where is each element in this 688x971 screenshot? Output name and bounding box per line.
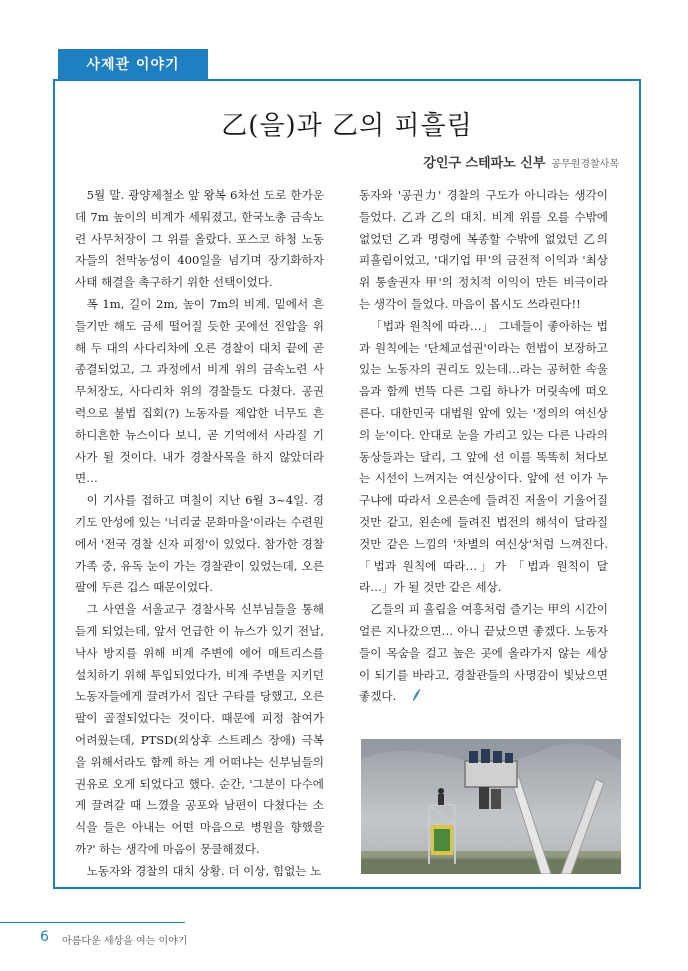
paragraph: 「법과 원칙에 따라…」 그네들이 좋아하는 법과 원칙에는 '단체교섭권'이라는 헌법이 보장하고 있는 노동자의 권리도 있는데…라는 공허한 속울음과 함께 번뜩 다른 그림 하나가 머릿속에 떠오른다. 대한민국 대법원 앞에 있는 '정의의 여신상의 눈'이다. 안대로 눈을 가리고 있는 다른 나라의 동상들과는 달리, 그 앞에 선 이를 똑똑히 쳐다보는 시선이 느껴지는 여신상이다. 앞에 선 이가 누구냐에 따라서 오른손에 들려진 저울이 기울어질 것만 같고, 왼손에 들려진 법전의 해석이 달라질 것만 같은 느낌의 '차별의 여신상'처럼 느껴진다. 「법과 원칙에 따라…」가 「법과 원칙이 달라…」가 될 것만 같은 세상. [359, 318, 608, 595]
paragraph: 동자와 '공권力' 경찰의 구도가 아니라는 생각이 들었다. 乙과 乙의 대치. 비계 위를 오를 수밖에 없었던 乙과 명령에 복종할 수밖에 없었던 乙의 피흘림이었고, '대기업 甲'의 금전적 이익과 '최상위 통솔권자 甲'의 정치적 이익이 만든 비극이라는 생각이 들었다. 마음이 몹시도 쓰라린다!! [359, 188, 608, 311]
footer-rule [0, 922, 185, 923]
left-column [75, 185, 324, 883]
article-title: 乙(을)과 乙의 피흘림 [221, 111, 473, 141]
right-column [359, 185, 608, 708]
page-number: 6 [40, 929, 49, 945]
author-name: 강인구 스테파노 신부 [423, 156, 546, 171]
paragraph-text: 乙들의 피 흘림을 여흥처럼 즐기는 甲의 시간이 얼른 지나갔으면… 아니 끝났으면 좋겠다. 노동자들이 목숨을 걸고 높은 곳에 올라가지 않는 세상이 되기를 바라고, 경찰관들의 사명감이 빛났으면 좋겠다. [359, 602, 608, 704]
paragraph: 폭 1m, 길이 2m, 높이 7m의 비계. 밑에서 흔들기만 해도 금세 떨어질 듯한 곳에선 진압을 위해 두 대의 사다리차에 오른 경찰이 대치 끝에 곧 종결되었고, 그 과정에서 비계 위의 금속노련 사무처장도, 사다리차 위의 경찰들도 다쳤다. 공권력으로 불법 집회(?) 노동자를 제압한 너무도 흔하디흔한 뉴스이다 보니, 곧 기억에서 사라질 기사가 될 것이다. 내가 경찰사목을 하지 않았더라면… [75, 296, 324, 486]
paragraph: 그 사연을 서울교구 경찰사목 신부님들을 통해 듣게 되었는데, 앞서 언급한 이 뉴스가 있기 전날, 낙사 방지를 위해 비계 주변에 에어 매트리스를 설치하기 위해 투입되었다가, 비계 주변을 지키던 노동자들에게 끌려가서 집단 구타를 당했고, 오른팔이 골절되었다는 것이다. 때문에 피정 참여가 어려웠는데, PTSD(외상후 스트레스 장애) 극복을 위해서라도 함께 하는 게 어떠냐는 신부님들의 권유로 오게 되었다고 했다. 순간, '그분이 다수에게 끌려갈 때 느꼈을 공포와 남편이 다쳤다는 소식을 들은 아내는 어떤 마음으로 병원을 향했을까?' 하는 생각에 마음이 뭉클해졌다. [75, 602, 324, 856]
publication-title: 아름다운 세상을 여는 이야기 [62, 936, 188, 947]
protest-scaffold-photo [361, 739, 621, 874]
byline [423, 152, 619, 171]
article-frame [53, 79, 641, 889]
paragraph: 이 기사를 접하고 며칠이 지난 6월 3~4일. 경기도 안성에 있는 '너리굴 문화마을'이라는 수련원에서 '전국 경찰 신자 피정'이 있었다. 참가한 경찰 가족 중, 유독 눈이 가는 경찰관이 있었는데, 오른팔에 두른 깁스 때문이었다. [75, 493, 324, 595]
section-tab [58, 49, 208, 79]
paragraph: 노동자와 경찰의 대치 상황. 더 이상, 힘없는 노 [86, 863, 322, 878]
paragraph: 5월 말. 광양제철소 앞 왕복 6차선 도로 한가운데 7m 높이의 비계가 세워졌고, 한국노총 금속노련 사무처장이 그 위를 올랐다. 포스코 하청 노동자들의 천막농성이 400일을 넘기며 장기화하자 사태 해결을 촉구하기 위한 선택이었다. [75, 188, 324, 290]
paragraph [359, 599, 608, 708]
leaf-icon [399, 688, 409, 702]
author-affiliation: 공무원경찰사목 [551, 159, 619, 170]
section-label: 사제관 이야기 [86, 57, 180, 73]
